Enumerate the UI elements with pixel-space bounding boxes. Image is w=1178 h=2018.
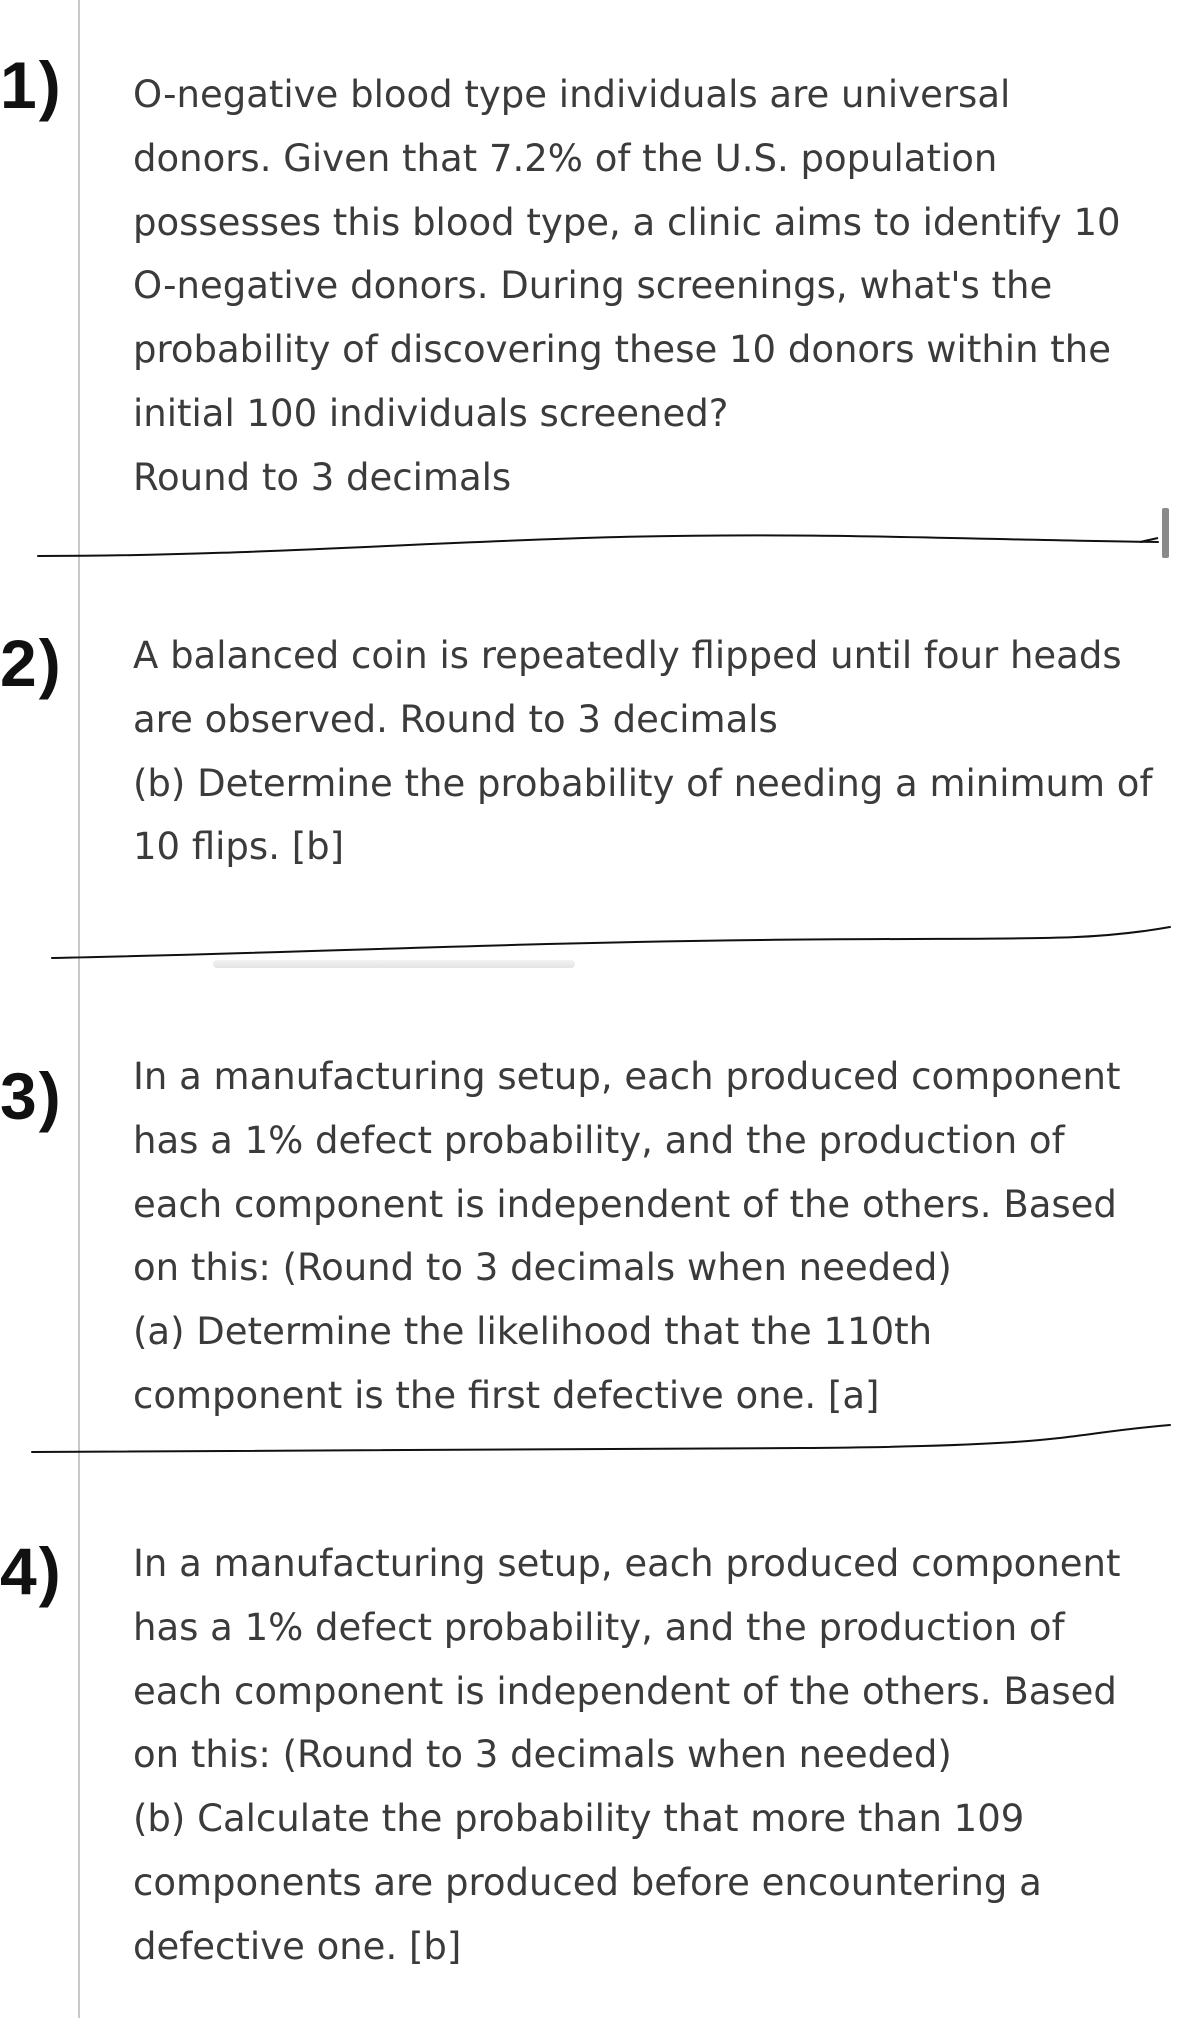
margin-rule <box>78 0 80 2018</box>
question-line: each component is independent of the others. Based <box>133 1182 1117 1226</box>
page-tab-bar <box>213 960 575 968</box>
question-line: 10 flips. [b] <box>133 825 345 869</box>
question-4-text <box>133 1532 1133 1979</box>
question-line: A balanced coin is repeatedly flipped until four heads <box>133 634 1122 677</box>
question-line: initial 100 individuals screened? <box>133 391 729 435</box>
question-line: O-negative donors. During screenings, what's the <box>133 264 1053 308</box>
question-3-number: 3) <box>0 1059 63 1133</box>
question-line: (b) Determine the probability of needing a minimum of <box>133 761 1153 805</box>
question-line: (b) Calculate the probability that more than 109 <box>133 1797 1025 1841</box>
question-line: possesses this blood type, a clinic aims to identify 10 <box>133 200 1121 244</box>
handwritten-divider-3 <box>0 1410 1178 1460</box>
question-3-text <box>133 1045 1133 1428</box>
question-line: component is the first defective one. [a] <box>133 1373 880 1417</box>
question-4-number: 4) <box>0 1534 63 1608</box>
question-line: are observed. Round to 3 decimals <box>133 697 778 741</box>
question-line: donors. Given that 7.2% of the U.S. population <box>133 136 998 180</box>
question-line: defective one. [b] <box>133 1924 462 1968</box>
question-line: Round to 3 decimals <box>133 455 512 499</box>
question-1-text <box>133 63 1133 510</box>
question-2-text <box>133 624 1153 879</box>
question-line: each component is independent of the others. Based <box>133 1669 1117 1713</box>
question-line: has a 1% defect probability, and the production of <box>133 1118 1065 1162</box>
question-line: on this: (Round to 3 decimals when needed) <box>133 1246 952 1290</box>
question-1-number: 1) <box>0 48 63 122</box>
question-2-number: 2) <box>0 626 63 700</box>
question-line: O-negative blood type individuals are universal <box>133 73 1011 116</box>
question-line: (a) Determine the likelihood that the 110th <box>133 1310 933 1354</box>
question-line: In a manufacturing setup, each produced component <box>133 1055 1121 1098</box>
question-line: components are produced before encountering a <box>133 1860 1042 1904</box>
question-line: In a manufacturing setup, each produced component <box>133 1542 1121 1585</box>
question-line: probability of discovering these 10 donors within the <box>133 328 1112 372</box>
question-line: has a 1% defect probability, and the production of <box>133 1605 1065 1649</box>
handwritten-divider-1 <box>0 520 1178 560</box>
question-line: on this: (Round to 3 decimals when needed) <box>133 1733 952 1777</box>
handwritten-divider-2 <box>0 915 1178 965</box>
